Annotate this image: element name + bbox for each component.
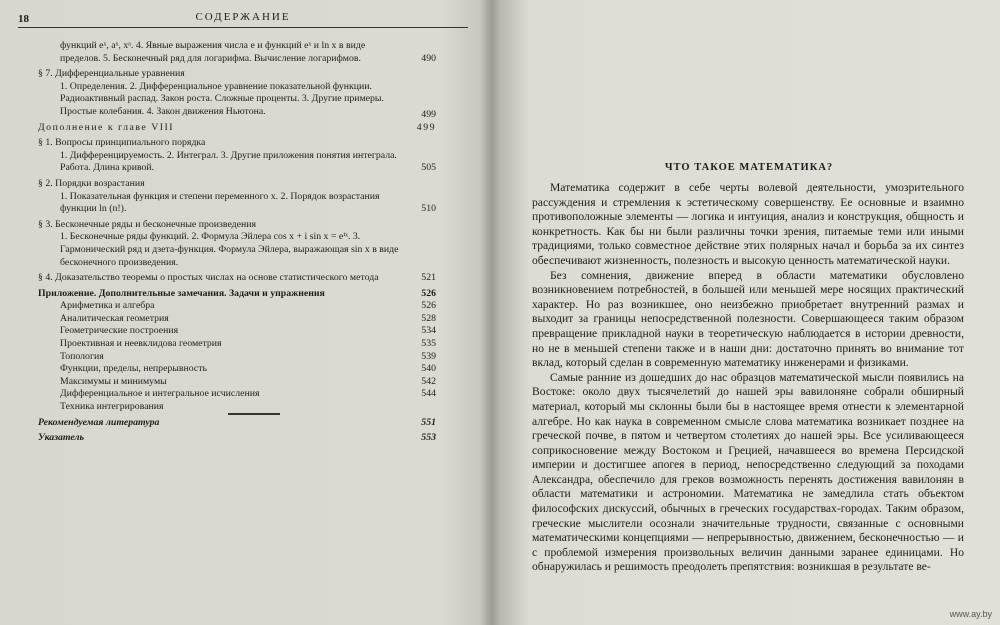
toc-page-number: 521 bbox=[421, 272, 436, 284]
toc-entry bbox=[38, 300, 438, 313]
toc-entry bbox=[38, 150, 438, 175]
running-head bbox=[18, 7, 468, 27]
toc-entry-text: Топология bbox=[60, 350, 104, 362]
toc-page-number: 499 bbox=[421, 108, 436, 120]
toc-entry-text: § 3. Бесконечные ряды и бесконечные произведения bbox=[38, 218, 256, 230]
toc-entry bbox=[38, 288, 438, 301]
toc-page-number: 490 bbox=[421, 52, 436, 64]
body-text bbox=[532, 181, 964, 575]
toc-entry-text: Дифференциальное и интегральное исчисления bbox=[60, 388, 260, 400]
toc-entry bbox=[38, 376, 438, 389]
toc-page-number: 553 bbox=[421, 432, 436, 444]
toc-entry bbox=[38, 388, 438, 401]
toc-page-number: 505 bbox=[421, 162, 436, 174]
toc-entry-text: Указатель bbox=[38, 432, 85, 444]
toc-entry-text: Проективная и неевклидова геометрия bbox=[60, 338, 222, 350]
toc-entry bbox=[38, 272, 438, 285]
toc-entry-text: Аналитическая геометрия bbox=[60, 312, 169, 324]
toc-entry bbox=[38, 137, 438, 150]
toc-entry-text: 1. Бесконечные ряды функций. 2. Формула Эйлера cos x + i sin x = eⁱˣ. 3. Гармонический ряд и дзета-функция. Формула Эйлера, выражающая sin x в виде бесконечного произведения. bbox=[60, 231, 399, 268]
toc-entry-text: 1. Определения. 2. Дифференциальное уравнение показательной функции. Радиоактивный распад. Закон роста. Сложные проценты. 3. Другие примеры. Простые колебания. 4. Закон движения Ньютона. bbox=[60, 80, 384, 117]
toc-entry-text: функций eˣ, aˣ, xᵃ. 4. Явные выражения числа e и функций eˣ и ln x в виде пределов. 5. Бесконечный ряд для логарифма. Вычисление логарифмов. bbox=[60, 40, 366, 64]
toc-entry bbox=[38, 338, 438, 351]
paragraph: Самые ранние из дошедших до нас образцов математической мысли появились на Востоке: около двух тысячелетий до нашей эры вавилоняне собрали обширный материал, который мы склонны были бы в настоящее время отнести к элементарной алгебре. Но как наука в современном смысле слова математика возникает позднее на греческой почве, в пятом и четвертом столетиях до нашей эры. Все усиливающееся соприкосновение между Востоком и Грецией, начавшееся во времена Персидской империи и достигшее апогея в период, непосредственно следующий за походами Александра, обеспечило для греков возможность перенять достижения вавилонян в области математики и астрономии. Математика не замедлила стать объектом философских дискуссий, обычных в греческих государствах-городах. Таким образом, греческие мыслители осознали значительные трудности, связанные с основными математическими концепциями — непрерывностью, движением, бесконечностью — и с проблемой измерения произвольных величин данными заранее единицами. Но обнаружилась и решимость преодолеть препятствия: возникшая в результате ве- bbox=[532, 370, 964, 574]
toc-entry bbox=[38, 178, 438, 191]
toc-entry-text: § 1. Вопросы принципиального порядка bbox=[38, 137, 206, 149]
toc-entry-text: 1. Показательная функция и степени переменного x. 2. Порядок возрастания функции ln (n!). bbox=[60, 190, 380, 215]
toc-entry bbox=[38, 68, 438, 81]
toc-page-number: 526 bbox=[421, 287, 436, 299]
toc-entry bbox=[38, 313, 438, 326]
paragraph: Математика содержит в себе черты волевой деятельности, умозрительного рассуждения и стремления к эстетическому совершенству. Ее основные и взаимно противоположные элементы — логика и интуиция, анализ и конструкция, общность и конкретность. Как бы ни были различны точки зрения, питаемые теми или иными традициями, только совместное действие этих полярных начал и борьба за их синтез обеспечивают жизненность, полезность и высокую ценность математической науки. bbox=[532, 181, 964, 267]
left-page bbox=[0, 0, 488, 625]
toc-entry-text: Арифметика и алгебра bbox=[60, 300, 155, 312]
toc-entry bbox=[38, 351, 438, 364]
toc-entry-text: Техника интегрирования bbox=[60, 401, 164, 413]
toc-page-number: 544 bbox=[421, 388, 436, 400]
toc-page-number: 539 bbox=[421, 350, 436, 362]
toc-page-number: 540 bbox=[421, 363, 436, 375]
toc-entry bbox=[38, 191, 438, 216]
chapter-title: ЧТО ТАКОЕ МАТЕМАТИКА? bbox=[664, 162, 834, 173]
right-page bbox=[498, 0, 1000, 625]
toc-entry bbox=[38, 40, 438, 65]
toc-entry-text: § 4. Доказательство теоремы о простых числах на основе статистического метода bbox=[38, 272, 379, 284]
toc-entry-text: 1. Дифференцируемость. 2. Интеграл. 3. Другие приложения понятия интеграла. Работа. Длина кривой. bbox=[60, 149, 397, 174]
end-rule bbox=[228, 413, 280, 415]
toc-entry-text: Дополнение к главе VIII bbox=[38, 121, 175, 133]
toc-page-number: 526 bbox=[421, 300, 436, 312]
toc-entry bbox=[38, 325, 438, 338]
toc-entry bbox=[38, 363, 438, 376]
toc-entry-text: Максимумы и минимумы bbox=[60, 375, 167, 387]
toc-entry-text: Геометрические построения bbox=[60, 325, 179, 337]
table-of-contents bbox=[38, 40, 438, 445]
toc-page-number: 542 bbox=[421, 375, 436, 387]
toc-entry bbox=[38, 231, 438, 269]
toc-page-number: 499 bbox=[416, 121, 436, 133]
toc-entry bbox=[38, 122, 438, 135]
toc-page-number: 551 bbox=[421, 416, 436, 428]
toc-entry-text: § 2. Порядки возрастания bbox=[38, 177, 145, 189]
toc-entry bbox=[38, 219, 438, 232]
toc-page-number: 528 bbox=[421, 312, 436, 324]
toc-entry-text: Функции, пределы, непрерывность bbox=[60, 363, 208, 375]
toc-page-number: 534 bbox=[421, 325, 436, 337]
page-number: 18 bbox=[18, 13, 29, 25]
running-head-title: СОДЕРЖАНИЕ bbox=[195, 11, 291, 23]
toc-entry-text: § 7. Дифференциальные уравнения bbox=[38, 68, 185, 80]
watermark: www.ay.by bbox=[949, 609, 992, 619]
toc-entry-text: Приложение. Дополнительные замечания. Задачи и упражнения bbox=[38, 287, 325, 299]
toc-entry bbox=[38, 432, 438, 445]
toc-entry bbox=[38, 417, 438, 430]
toc-entry bbox=[38, 81, 438, 119]
toc-page-number: 510 bbox=[421, 203, 436, 215]
header-rule bbox=[18, 27, 468, 28]
toc-entry-text: Рекомендуемая литература bbox=[38, 416, 160, 428]
paragraph: Без сомнения, движение вперед в области математики обусловлено возникновением потребностей, в большей или меньшей мере носящих практический характер. Но раз возникшее, оно неизбежно приобретает внутренний размах и выходит за границы непосредственной полезности. Совершающееся таким образом превращение прикладной науки в теоретическую наблюдается в истории древности, но не в меньшей степени также и в наши дни: достаточно принять во внимание тот вклад, который сделан в современную математику инженерами и физиками. bbox=[532, 268, 964, 370]
toc-page-number: 535 bbox=[421, 338, 436, 350]
toc-entry bbox=[38, 401, 438, 414]
